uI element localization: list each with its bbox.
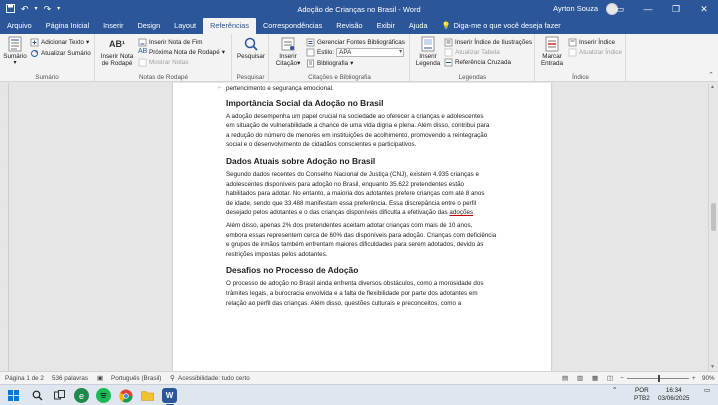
word-count[interactable]: 536 palavras <box>52 375 89 382</box>
manage-sources-icon <box>306 38 315 47</box>
margin-marker: ⌐ <box>218 85 222 91</box>
inserir-legenda-label-1: Inserir <box>419 53 437 60</box>
tab-exibir[interactable]: Exibir <box>376 21 395 30</box>
inserir-nota-label-1: Inserir Nota <box>100 53 134 60</box>
group-label-citacoes: Citações e Bibliografia <box>308 74 371 81</box>
ruler-tick: · <box>2 283 4 288</box>
tray-chevron-icon[interactable]: ⌃ <box>612 387 618 394</box>
group-pesquisar <box>233 34 269 82</box>
ribbon <box>0 34 718 82</box>
group-label-sumario: Sumário <box>35 74 59 81</box>
update-index-icon <box>568 48 577 57</box>
read-mode-icon[interactable]: ▥ <box>577 375 583 382</box>
document-title: Adoção de Crianças no Brasil - Word <box>297 4 421 14</box>
group-indice <box>536 34 626 82</box>
estilo-select[interactable]: APA ▾ <box>336 48 404 57</box>
customize-icon[interactable]: ▾ <box>57 6 61 12</box>
tab-inserir[interactable]: Inserir <box>103 21 124 30</box>
heading-desafios[interactable]: Desafios no Processo de Adoção <box>226 265 359 276</box>
text-line: a redução do número de menores em instituições de acolhimento, promovendo a reintegração <box>226 131 488 139</box>
atualizar-indice-label: Atualizar Índice <box>579 49 623 56</box>
inserir-indice-ilustracoes-label: Inserir Índice de Ilustrações <box>455 39 532 46</box>
language[interactable]: Português (Brasil) <box>111 375 162 382</box>
inserir-legenda-button[interactable] <box>413 36 443 67</box>
marcar-entrada-label-2: Entrada <box>540 60 564 67</box>
paragraph-top[interactable]: pertencimento e segurança emocional. <box>226 85 334 92</box>
group-sumario <box>0 34 95 82</box>
mark-entry-icon <box>544 36 560 52</box>
heading-dados[interactable]: Dados Atuais sobre Adoção no Brasil <box>226 155 376 166</box>
zoom-in-button[interactable]: + <box>692 375 696 382</box>
group-label-notas: Notas de Rodapé <box>138 74 188 81</box>
bibliography-icon <box>306 59 315 68</box>
inserir-nota-rodape-button[interactable] <box>98 36 136 67</box>
tab-ajuda[interactable]: Ajuda <box>408 21 428 30</box>
tab-correspondencias[interactable]: Correspondências <box>263 21 323 30</box>
word-icon[interactable]: W <box>162 388 177 403</box>
file-explorer-icon[interactable] <box>140 388 155 403</box>
chevron-down-icon: ▾ <box>297 60 301 67</box>
inserir-nota-fim-button[interactable] <box>138 38 203 47</box>
gerenciar-fontes-button[interactable] <box>306 38 405 47</box>
tell-me-label: Diga-me o que você deseja fazer <box>453 21 561 30</box>
zoom-out-button[interactable]: − <box>620 375 624 382</box>
group-label-indice: Índice <box>572 74 589 81</box>
inserir-indice-label: Inserir Índice <box>579 39 616 46</box>
atualizar-sumario-label: Atualizar Sumário <box>41 50 91 57</box>
lang-line-2: PTB2 <box>634 395 650 402</box>
group-label-legendas: Legendas <box>458 74 487 81</box>
text-line: de idade, sendo que 33.488 manifestam essa preferência. Essa discrepância entre o perfil <box>226 199 477 207</box>
tab-referencias[interactable]: Referências <box>203 18 256 34</box>
atualizar-tabela-label: Atualizar Tabela <box>455 49 500 56</box>
tab-design[interactable]: Design <box>137 21 161 30</box>
show-notes-icon <box>138 58 147 67</box>
title-bar <box>0 0 718 18</box>
zoom-slider-thumb[interactable] <box>658 375 660 382</box>
estilo-row <box>306 48 404 57</box>
next-footnote-icon: AB <box>138 48 148 55</box>
text-line: trâmites legais, a burocracia envolvida e a falta de flexibilidade por parte dos adotantes em <box>226 289 478 297</box>
ruler-tick: · <box>2 203 4 208</box>
scroll-thumb[interactable] <box>711 203 716 231</box>
redo-icon[interactable]: ↷ <box>43 3 52 14</box>
text-line: social e o desenvolvimento de cidadãos conscientes e participativos. <box>226 141 417 149</box>
chevron-down-icon: ▾ <box>350 60 354 67</box>
citation-icon <box>280 36 296 52</box>
notification-icon[interactable]: ▭ <box>704 387 710 394</box>
table-of-contents-icon <box>7 36 23 52</box>
minimize-icon[interactable]: — <box>643 4 653 14</box>
proxima-nota-label: Próxima Nota de Rodapé <box>149 49 220 56</box>
sumario-button[interactable] <box>2 36 28 67</box>
vertical-scrollbar[interactable] <box>708 83 718 371</box>
sumario-label: Sumário <box>3 53 27 60</box>
collapse-ribbon-icon[interactable]: ⌃ <box>708 72 714 79</box>
scroll-down-icon[interactable]: ▼ <box>710 364 715 370</box>
text-line: embora essas representem cerca de 60% das disponíveis para adoção. Crianças com deficiência <box>226 231 497 239</box>
edge-icon[interactable]: e <box>74 388 89 403</box>
group-legendas <box>411 34 535 82</box>
tell-me-box[interactable] <box>435 18 568 34</box>
pesquisar-label: Pesquisar <box>236 53 265 60</box>
add-text-icon <box>30 38 39 47</box>
text-line: habilitados para adotar. No entanto, a maioria dos adotantes prefere crianças com até 8 anos <box>226 190 485 198</box>
proofing-icon[interactable]: ▣ <box>97 375 103 382</box>
spotify-icon[interactable] <box>96 388 111 403</box>
chevron-down-icon: ▾ <box>221 49 225 56</box>
chevron-down-icon: ▾ <box>13 60 17 66</box>
inserir-citacao-label-2: Citação <box>275 60 298 67</box>
focus-mode-icon[interactable]: ▤ <box>562 375 568 382</box>
atualizar-tabela-button[interactable] <box>444 48 500 57</box>
task-view-icon[interactable] <box>52 388 67 403</box>
paragraph-desafios[interactable] <box>226 279 499 308</box>
user-name[interactable]: Ayrton Souza <box>553 4 598 13</box>
lightbulb-icon: 💡 <box>441 21 451 30</box>
inserir-nota-label-2: de Rodapé <box>101 60 133 67</box>
text-segment: desejado pelos adotantes e o das crianças disponíveis dificulta a efetivação das <box>226 209 450 217</box>
inserir-nota-fim-label: Inserir Nota de Fim <box>149 39 203 46</box>
clock[interactable] <box>658 387 690 403</box>
inserir-citacao-button[interactable] <box>272 36 304 67</box>
spelling-flagged-word[interactable]: adoções <box>449 209 474 217</box>
group-notas <box>96 34 232 82</box>
paragraph-dados[interactable] <box>226 170 499 218</box>
text-line: O processo de adoção no Brasil ainda enfrenta diversos obstáculos, como a morosidade dos <box>226 280 484 288</box>
vertical-ruler <box>0 83 9 371</box>
inserir-citacao-label-1: Inserir <box>279 53 297 60</box>
ruler-tick: · <box>2 243 4 248</box>
windows-start-icon[interactable] <box>6 388 21 403</box>
lang-line-1: POR <box>635 387 649 394</box>
atualizar-indice-button[interactable] <box>568 48 622 57</box>
ruler-tick: · <box>2 87 4 92</box>
caption-icon <box>420 36 436 52</box>
web-layout-icon[interactable]: ◫ <box>607 375 613 382</box>
mostrar-notas-button[interactable] <box>138 58 189 67</box>
group-label-pesquisar: Pesquisar <box>236 74 265 81</box>
group-citacoes <box>270 34 410 82</box>
clock-date: 03/06/2025 <box>658 395 690 402</box>
footnote-icon: AB¹ <box>109 39 125 49</box>
endnote-icon <box>138 38 147 47</box>
marcar-entrada-button[interactable] <box>538 36 566 67</box>
referencia-cruzada-button[interactable] <box>444 58 511 67</box>
undo-icon[interactable]: ↶ <box>21 3 29 14</box>
index-icon <box>568 38 577 47</box>
text-line <box>226 208 499 218</box>
text-line: Além disso, apenas 2% dos pretendentes aceitam adotar crianças com mais de 10 anos, <box>226 221 473 229</box>
print-layout-icon[interactable]: ▦ <box>592 375 598 382</box>
chrome-icon[interactable] <box>118 388 133 403</box>
status-bar <box>0 371 718 384</box>
zoom-level[interactable]: 90% <box>702 375 715 382</box>
document-page[interactable] <box>173 83 551 371</box>
pesquisar-button[interactable] <box>235 36 267 60</box>
accessibility-icon[interactable]: ⚲ <box>170 375 175 382</box>
tab-pagina-inicial[interactable]: Página Inicial <box>45 21 90 30</box>
table-of-figures-icon <box>444 38 453 47</box>
ruler-tick: · <box>2 163 4 168</box>
inserir-legenda-label-2: Legenda <box>415 60 441 67</box>
inserir-indice-ilustracoes-button[interactable] <box>444 38 532 47</box>
scroll-up-icon[interactable]: ▲ <box>710 84 715 90</box>
text-line: e grupos de irmãos também enfrentam maiores dificuldades para serem adotados, devido às <box>226 241 484 249</box>
tab-layout[interactable]: Layout <box>174 21 197 30</box>
chevron-down-icon: ▾ <box>85 39 90 46</box>
bibliografia-button[interactable] <box>306 59 353 68</box>
cross-reference-icon <box>444 58 453 67</box>
proxima-nota-button[interactable] <box>138 48 225 57</box>
maximize-icon[interactable]: ❐ <box>671 4 681 14</box>
text-line: A adoção desempenha um papel crucial na sociedade ao oferecer a crianças e adolescentes <box>226 112 484 120</box>
ruler-tick: · <box>2 123 4 128</box>
taskbar <box>0 384 718 405</box>
adicionar-texto-button[interactable] <box>30 38 89 47</box>
tab-arquivo[interactable]: Arquivo <box>7 21 32 30</box>
text-line: adolescentes disponíveis para adoção no Brasil, enquanto 35.622 pretendentes estão <box>226 180 465 188</box>
document-area[interactable] <box>10 83 708 371</box>
text-line: relação ao perfil das crianças. Além disso, questões culturais e preconceitos, como a <box>226 299 462 307</box>
chevron-down-icon[interactable]: ▾ <box>34 6 38 12</box>
inserir-indice-button[interactable] <box>568 38 615 47</box>
marcar-entrada-label-1: Marcar <box>542 53 562 60</box>
quick-access-toolbar <box>0 4 200 15</box>
heading-importancia[interactable]: Importância Social da Adoção no Brasil <box>226 97 384 108</box>
search-icon <box>243 36 259 52</box>
document-content[interactable] <box>226 83 499 308</box>
refresh-icon <box>30 49 39 58</box>
ruler-tick: · <box>2 323 4 328</box>
text-line: restrições impostas pelos adotantes. <box>226 250 328 258</box>
text-line: em situação de vulnerabilidade a chance de uma vida digna e plena. Além disso, contribui para <box>226 122 490 130</box>
atualizar-sumario-button[interactable] <box>30 49 91 58</box>
tab-revisao[interactable]: Revisão <box>336 21 363 30</box>
clock-time: 16:34 <box>665 387 682 394</box>
page-count[interactable]: Página 1 de 2 <box>5 375 44 382</box>
bibliografia-label: Bibliografia <box>317 60 349 67</box>
text-line: Segundo dados recentes do Conselho Nacional de Justiça (CNJ), existem 4.935 crianças e <box>226 170 479 178</box>
paragraph-alem[interactable] <box>226 221 499 259</box>
keyboard-language[interactable] <box>634 387 650 403</box>
mostrar-notas-label: Mostrar Notas <box>149 59 189 66</box>
search-icon[interactable] <box>30 388 45 403</box>
estilo-label: Estilo: <box>317 49 335 56</box>
ribbon-options-icon[interactable]: ▭ <box>615 4 625 14</box>
ribbon-tabs <box>0 18 718 34</box>
update-table-icon <box>444 48 453 57</box>
save-icon[interactable] <box>6 4 15 15</box>
gerenciar-fontes-label: Gerenciar Fontes Bibliográficas <box>317 39 405 46</box>
adicionar-texto-label: Adicionar Texto <box>41 39 84 46</box>
paragraph-importancia[interactable] <box>226 112 499 150</box>
close-icon[interactable]: ✕ <box>700 4 708 14</box>
referencia-cruzada-label: Referência Cruzada <box>455 59 512 66</box>
accessibility-status[interactable]: Acessibilidade: tudo certo <box>178 375 250 382</box>
style-icon <box>306 48 315 57</box>
